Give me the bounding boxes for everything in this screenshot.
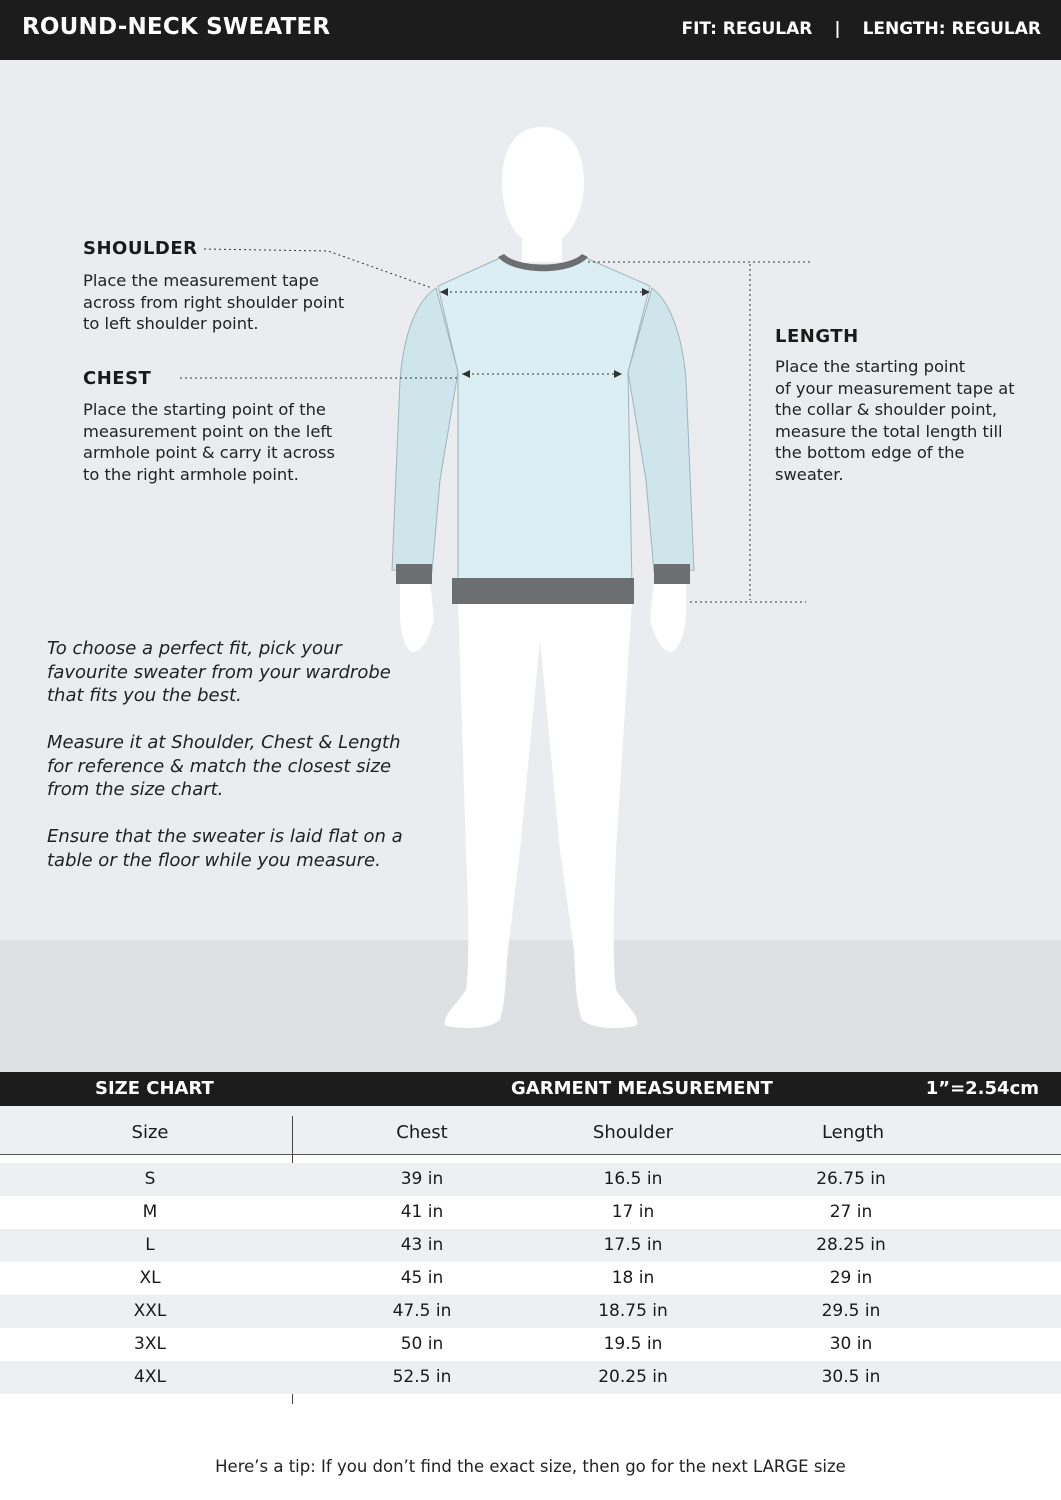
cell-shoulder: 17.5 in <box>603 1235 663 1255</box>
length-heading: LENGTH <box>775 326 859 347</box>
length-text-line: the collar & shoulder point, <box>775 400 998 419</box>
length-text-line: of your measurement tape at <box>775 378 1015 398</box>
cell-shoulder: 16.5 in <box>603 1169 663 1189</box>
sweater-body <box>438 258 650 588</box>
fit-info <box>681 19 1041 39</box>
table-row <box>0 1229 1061 1262</box>
cell-length: 28.25 in <box>816 1235 886 1255</box>
shoulder-text-line: across from right shoulder point <box>83 292 345 312</box>
chest-description <box>83 399 335 485</box>
fit-separator: | <box>834 19 841 39</box>
shoulder-text-line: to left shoulder point. <box>83 314 259 333</box>
sweater-right-cuff <box>654 564 690 584</box>
header-bar <box>0 0 1061 60</box>
chest-heading: CHEST <box>83 368 152 389</box>
chest-text-line: armhole point & carry it across <box>83 443 335 462</box>
table-row <box>0 1196 1061 1229</box>
length-text-line: the bottom edge of the <box>775 443 965 462</box>
cell-chest: 50 in <box>400 1334 444 1354</box>
sweater-hem-rib <box>452 578 634 604</box>
cell-length: 30 in <box>829 1334 873 1354</box>
cell-length: 27 in <box>829 1202 873 1222</box>
column-header-size: Size <box>131 1122 169 1143</box>
shoulder-heading: SHOULDER <box>83 238 198 259</box>
cell-length: 29.5 in <box>821 1301 881 1321</box>
table-row <box>0 1295 1061 1328</box>
chest-text-line: measurement point on the left <box>83 421 333 441</box>
mannequin-right-hand <box>650 582 686 652</box>
cell-chest: 43 in <box>400 1235 444 1255</box>
size-chart-bar <box>0 1072 1061 1106</box>
cell-chest: 52.5 in <box>392 1367 452 1387</box>
cell-size: S <box>144 1169 156 1189</box>
fit-tip-paragraph: Measure it at Shoulder, Chest & Length for reference & match the closest size from the size chart. <box>47 732 401 800</box>
cell-shoulder: 17 in <box>611 1202 655 1222</box>
shoulder-text-line: Place the measurement tape <box>83 271 319 290</box>
cell-shoulder: 19.5 in <box>603 1334 663 1354</box>
mannequin-legs <box>445 600 638 1028</box>
cell-size: XL <box>139 1268 161 1288</box>
fit-tips <box>47 637 407 896</box>
column-header-length: Length <box>821 1122 885 1143</box>
footer-tip: Here’s a tip: If you don’t find the exact size, then go for the next LARGE size <box>215 1457 846 1476</box>
chest-text-line: Place the starting point of the <box>83 400 326 419</box>
cell-chest: 45 in <box>400 1268 444 1288</box>
column-header-chest: Chest <box>396 1122 448 1143</box>
cell-size: 4XL <box>134 1367 166 1387</box>
column-header-shoulder: Shoulder <box>592 1122 674 1143</box>
sweater-left-cuff <box>396 564 432 584</box>
cell-shoulder: 18.75 in <box>598 1301 668 1321</box>
cell-length: 30.5 in <box>821 1367 881 1387</box>
mannequin-illustration <box>0 60 1061 1072</box>
cell-size: L <box>145 1235 155 1255</box>
cell-length: 26.75 in <box>816 1169 886 1189</box>
length-description <box>775 356 1015 485</box>
length-label: LENGTH: REGULAR <box>862 19 1041 39</box>
length-text-line: measure the total length till <box>775 421 1003 441</box>
cell-chest: 47.5 in <box>392 1301 452 1321</box>
fit-tip-paragraph: To choose a perfect fit, pick your favourite sweater from your wardrobe that fits you the best. <box>47 638 391 706</box>
length-text-line: Place the starting point <box>775 357 966 376</box>
table-row <box>0 1361 1061 1394</box>
shoulder-description <box>83 270 344 335</box>
cell-chest: 41 in <box>400 1202 444 1222</box>
size-chart-title: SIZE CHART <box>95 1078 214 1099</box>
length-text-line: sweater. <box>775 464 844 484</box>
cell-size: M <box>142 1202 158 1222</box>
mannequin-head <box>502 127 584 262</box>
cell-size: 3XL <box>134 1334 166 1354</box>
product-title: ROUND-NECK SWEATER <box>22 14 331 40</box>
size-table-header <box>0 1106 1061 1155</box>
table-row <box>0 1328 1061 1361</box>
unit-conversion: 1”=2.54cm <box>925 1078 1039 1099</box>
size-chart-subtitle: GARMENT MEASUREMENT <box>511 1078 773 1099</box>
table-row <box>0 1262 1061 1295</box>
cell-shoulder: 20.25 in <box>598 1367 668 1387</box>
fit-label: FIT: REGULAR <box>681 19 813 39</box>
cell-size: XXL <box>133 1301 167 1321</box>
cell-length: 29 in <box>829 1268 873 1288</box>
fit-tip-paragraph: Ensure that the sweater is laid flat on a table or the floor while you measure. <box>47 826 403 871</box>
table-row <box>0 1163 1061 1196</box>
cell-shoulder: 18 in <box>611 1268 655 1288</box>
cell-chest: 39 in <box>400 1169 444 1189</box>
chest-text-line: to the right armhole point. <box>83 464 299 484</box>
